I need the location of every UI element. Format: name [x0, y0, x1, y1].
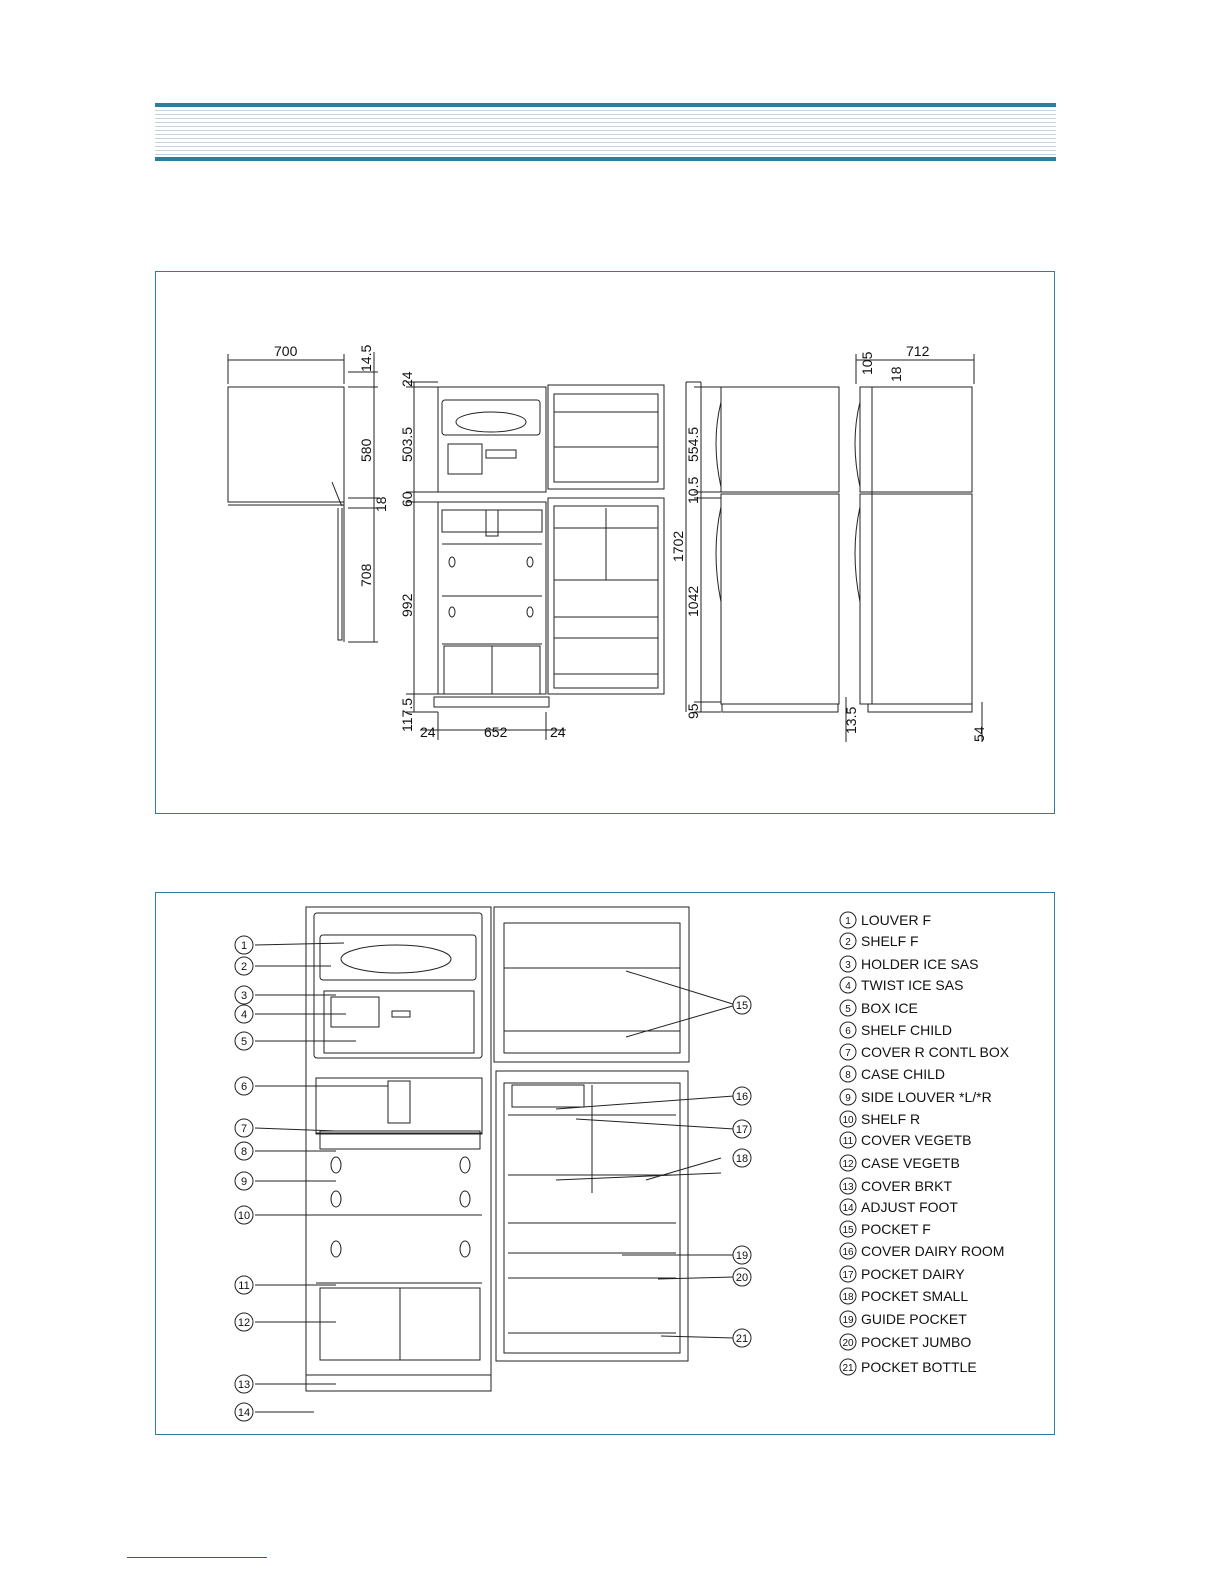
callout-4: [235, 1005, 253, 1023]
callout-10: [235, 1206, 253, 1224]
svg-text:13: 13: [237, 1379, 251, 1391]
svg-text:5: 5: [845, 1004, 851, 1015]
dim-width: 652: [484, 724, 508, 740]
dim-side-base: 95: [685, 703, 701, 719]
svg-text:13: 13: [842, 1182, 854, 1193]
front-view: [406, 382, 664, 740]
svg-text:21: 21: [842, 1363, 854, 1374]
dim-side-fridge: 1042: [685, 585, 701, 617]
svg-text:12: 12: [842, 1159, 854, 1170]
svg-text:4: 4: [240, 1009, 248, 1021]
svg-text:15: 15: [735, 1000, 749, 1012]
svg-text:16: 16: [735, 1091, 749, 1103]
legend-item: [840, 1000, 918, 1016]
svg-text:9: 9: [240, 1176, 248, 1188]
callout-21: [733, 1329, 751, 1347]
legend-item: [840, 1089, 992, 1105]
svg-text:3: 3: [240, 990, 248, 1002]
dim-depth: 712: [906, 343, 930, 359]
svg-text:SIDE LOUVER *L/*R: SIDE LOUVER *L/*R: [861, 1089, 992, 1105]
svg-text:TWIST ICE SAS: TWIST ICE SAS: [861, 977, 964, 993]
svg-text:COVER DAIRY ROOM: COVER DAIRY ROOM: [861, 1243, 1005, 1259]
svg-text:GUIDE POCKET: GUIDE POCKET: [861, 1311, 967, 1327]
dim-handle: 105: [859, 351, 875, 375]
svg-text:18: 18: [735, 1153, 749, 1165]
svg-text:HOLDER ICE SAS: HOLDER ICE SAS: [861, 956, 979, 972]
callout-9: [235, 1172, 253, 1190]
svg-text:10: 10: [237, 1210, 251, 1222]
callout-1: [235, 936, 253, 954]
callout-12: [235, 1313, 253, 1331]
legend-item: [840, 1359, 977, 1375]
svg-text:19: 19: [842, 1315, 854, 1326]
legend-item: [840, 1266, 965, 1282]
top-view: [228, 352, 378, 642]
svg-text:7: 7: [845, 1048, 851, 1059]
svg-text:1: 1: [240, 940, 248, 952]
legend-item: [840, 1178, 952, 1194]
callout-14: [235, 1403, 253, 1421]
callout-8: [235, 1142, 253, 1160]
svg-text:9: 9: [845, 1093, 851, 1104]
legend-item: [840, 977, 963, 993]
dim-top-depth: 14.5: [358, 344, 374, 372]
svg-text:12: 12: [237, 1317, 251, 1329]
svg-text:3: 3: [845, 960, 851, 971]
legend-item: [840, 1199, 958, 1215]
legend-item: [840, 1022, 952, 1038]
dim-foot: 13.5: [843, 706, 859, 734]
legend-item: [840, 1221, 931, 1237]
svg-text:17: 17: [735, 1124, 749, 1136]
svg-text:14: 14: [237, 1407, 251, 1419]
svg-text:21: 21: [735, 1333, 749, 1345]
header-band: [155, 103, 1056, 161]
svg-text:10: 10: [842, 1115, 854, 1126]
dim-foot-right: 54: [971, 726, 987, 742]
dim-side-middle: 10.5: [685, 476, 701, 504]
callout-3: [235, 986, 253, 1004]
dim-side-left: 24: [420, 724, 436, 740]
legend-item: [840, 912, 931, 928]
legend-item: [840, 1311, 967, 1327]
svg-text:LOUVER F: LOUVER F: [861, 912, 932, 928]
svg-text:11: 11: [842, 1136, 854, 1147]
side-view-open: [846, 354, 982, 742]
svg-text:1: 1: [845, 916, 851, 927]
dim-body-depth: 580: [358, 438, 374, 462]
legend-item: [840, 1044, 1010, 1060]
svg-text:8: 8: [845, 1070, 851, 1081]
svg-text:COVER BRKT: COVER BRKT: [861, 1178, 953, 1194]
callout-2: [235, 957, 253, 975]
legend-item: [840, 1334, 971, 1350]
dim-side-right: 24: [550, 724, 566, 740]
callout-7: [235, 1119, 253, 1137]
callout-13: [235, 1375, 253, 1393]
callout-15: [733, 996, 751, 1014]
callout-11: [235, 1276, 253, 1294]
callout-19: [733, 1246, 751, 1264]
svg-text:POCKET DAIRY: POCKET DAIRY: [861, 1266, 965, 1282]
svg-text:7: 7: [240, 1123, 248, 1135]
dim-top-width: 700: [274, 343, 298, 359]
svg-text:POCKET JUMBO: POCKET JUMBO: [861, 1334, 972, 1350]
parts-panel: [155, 892, 1055, 1435]
footer-rule: [127, 1557, 267, 1558]
dimensions-panel: [155, 271, 1055, 814]
freezer-door: [494, 907, 689, 1062]
svg-text:POCKET SMALL: POCKET SMALL: [861, 1288, 969, 1304]
callout-16: [733, 1087, 751, 1105]
dim-front-top-gap: 24: [399, 371, 415, 387]
callout-18: [733, 1149, 751, 1167]
dim-middle: 60: [399, 491, 415, 507]
svg-text:POCKET BOTTLE: POCKET BOTTLE: [861, 1359, 977, 1375]
dim-gap-2: 18: [888, 366, 904, 382]
legend-item: [840, 1111, 920, 1127]
dim-base: 117.5: [399, 698, 415, 732]
svg-text:4: 4: [845, 981, 851, 992]
side-view-closed: [686, 382, 839, 712]
callout-20: [733, 1268, 751, 1286]
svg-text:CASE VEGETB: CASE VEGETB: [861, 1155, 960, 1171]
svg-text:11: 11: [238, 1280, 250, 1292]
svg-text:BOX ICE: BOX ICE: [861, 1000, 918, 1016]
svg-text:2: 2: [845, 937, 851, 948]
svg-text:18: 18: [842, 1292, 854, 1303]
dim-freezer-height: 503.5: [399, 426, 415, 462]
dim-total-height: 1702: [670, 530, 686, 562]
svg-text:20: 20: [842, 1338, 854, 1349]
legend-item: [840, 1155, 960, 1171]
legend-item: [840, 1243, 1004, 1259]
legend-item: [840, 1066, 945, 1082]
cabinet-outline: [306, 907, 491, 1375]
svg-text:8: 8: [240, 1146, 248, 1158]
svg-text:17: 17: [842, 1270, 854, 1281]
svg-text:5: 5: [240, 1036, 248, 1048]
parts-drawing: [156, 893, 1056, 1436]
svg-text:19: 19: [735, 1250, 749, 1262]
parts-legend: [840, 912, 1010, 1375]
svg-text:SHELF CHILD: SHELF CHILD: [861, 1022, 953, 1038]
callout-5: [235, 1032, 253, 1050]
dim-door-swing: 708: [358, 563, 374, 587]
callout-17: [733, 1120, 751, 1138]
legend-item: [840, 1288, 968, 1304]
svg-text:15: 15: [842, 1225, 854, 1236]
svg-text:20: 20: [735, 1272, 749, 1284]
svg-text:ADJUST FOOT: ADJUST FOOT: [861, 1199, 958, 1215]
dim-side-freezer: 554.5: [685, 426, 701, 462]
svg-text:14: 14: [842, 1203, 854, 1214]
svg-text:SHELF F: SHELF F: [861, 933, 919, 949]
svg-text:COVER VEGETB: COVER VEGETB: [861, 1132, 972, 1148]
svg-text:SHELF R: SHELF R: [861, 1111, 921, 1127]
callouts: [235, 936, 751, 1421]
legend-item: [840, 933, 919, 949]
svg-text:CASE CHILD: CASE CHILD: [861, 1066, 946, 1082]
dim-fridge-height: 992: [399, 593, 415, 617]
legend-item: [840, 1132, 971, 1148]
svg-text:6: 6: [240, 1081, 248, 1093]
legend-item: [840, 956, 978, 972]
svg-text:2: 2: [240, 961, 248, 973]
svg-text:COVER R CONTL BOX: COVER R CONTL BOX: [861, 1044, 1010, 1060]
svg-text:6: 6: [845, 1026, 851, 1037]
dimensions-drawing: [156, 272, 1056, 815]
dim-gap: 18: [373, 496, 389, 512]
callout-6: [235, 1077, 253, 1095]
svg-text:16: 16: [842, 1247, 854, 1258]
svg-text:POCKET F: POCKET F: [861, 1221, 931, 1237]
